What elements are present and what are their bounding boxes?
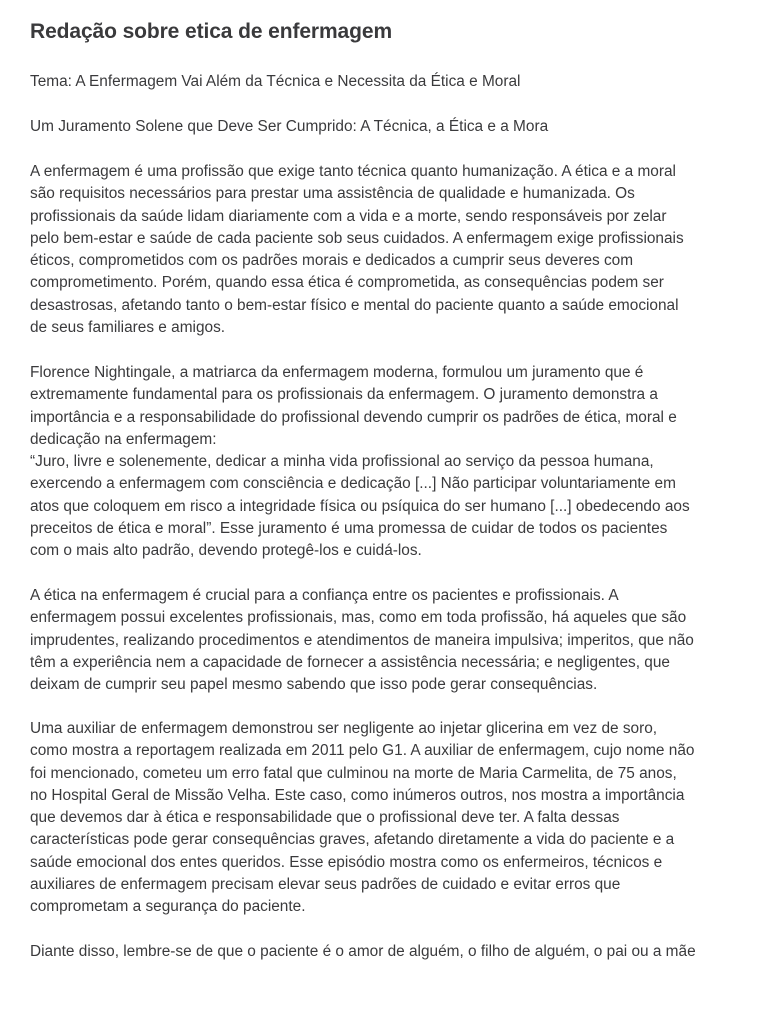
paragraph-line: imprudentes, realizando procedimentos e atendimentos de maneira impulsiva; imperitos, que não: [30, 631, 694, 649]
paragraph-line: A ética na enfermagem é crucial para a confiança entre os pacientes e profissionais. A: [30, 587, 619, 604]
paragraph-line: A enfermagem é uma profissão que exige tanto técnica quanto humanização. A ética e a moral: [30, 163, 676, 180]
paragraph-line: profissionais da saúde lidam diariamente com a vida e a morte, sendo responsáveis por zelar: [30, 207, 667, 225]
essay-theme: Tema: A Enfermagem Vai Além da Técnica e Necessita da Ética e Moral: [30, 73, 521, 90]
paragraph-line: com o mais alto padrão, devendo protegê-los e cuidá-los.: [30, 542, 422, 560]
paragraph-ethics: [30, 585, 746, 696]
quote-line: exercendo a enfermagem com consciência e dedicação [...] Não participar voluntariamente em: [30, 475, 676, 493]
quote-line: preceitos de ética e moral”. Esse juramento é uma promessa de cuidar de todos os pacientes: [30, 520, 668, 538]
paragraph-line: comprometimento. Porém, quando essa ética é comprometida, as consequências podem ser: [30, 274, 664, 292]
paragraph-line: Uma auxiliar de enfermagem demonstrou ser negligente ao injetar glicerina em vez de soro,: [30, 720, 658, 737]
page-title: Redação sobre etica de enfermagem: [30, 20, 393, 43]
paragraph-intro: [30, 161, 746, 339]
paragraph-case: [30, 718, 746, 919]
paragraph-line: Florence Nightingale, a matriarca da enfermagem moderna, formulou um juramento que é: [30, 364, 644, 381]
paragraph-line: extremamente fundamental para os profissionais da enfermagem. O juramento demonstra a: [30, 386, 658, 404]
paragraph-line: saúde emocional dos entes queridos. Esse episódio mostra como os enfermeiros, técnicos e: [30, 853, 663, 871]
paragraph-line: de seus familiares e amigos.: [30, 319, 226, 337]
paragraph-line: Diante disso, lembre-se de que o paciente é o amor de alguém, o filho de alguém, o pai ou a mãe: [30, 943, 696, 960]
paragraph-florence: [30, 362, 746, 563]
paragraph-line: têm a experiência nem a capacidade de fornecer a assistência necessária; e negligentes, que: [30, 653, 670, 671]
paragraph-line: comprometam a segurança do paciente.: [30, 898, 306, 916]
paragraph-line: que devemos dar à ética e responsabilidade que o profissional deve ter. A falta dessas: [30, 809, 620, 827]
paragraph-line: enfermagem possui excelentes profissionais, mas, como em toda profissão, há aqueles que são: [30, 609, 687, 627]
paragraph-line: deixam de cumprir seu papel mesmo sabendo que isso pode gerar consequências.: [30, 676, 598, 694]
paragraph-line: importância e a responsabilidade do profissional devendo cumprir os padrões de ética, moral e: [30, 408, 677, 426]
paragraph-line: éticos, comprometidos com os padrões morais e dedicados a cumprir seus deveres com: [30, 252, 634, 270]
paragraph-line: pelo bem-estar e saúde de cada paciente sob seus cuidados. A enfermagem exige profissionais: [30, 229, 684, 247]
paragraph-line: como mostra a reportagem realizada em 2011 pelo G1. A auxiliar de enfermagem, cujo nome não: [30, 742, 695, 760]
paragraph-line: são requisitos necessários para prestar uma assistência de qualidade e humanizada. Os: [30, 185, 635, 203]
paragraph-conclusion: [30, 941, 746, 963]
paragraph-line: dedicação na enfermagem:: [30, 430, 217, 448]
paragraph-line: características pode gerar consequências graves, afetando diretamente a vida do paciente e a: [30, 831, 675, 849]
paragraph-line: foi mencionado, cometeu um erro fatal que culminou na morte de Maria Carmelita, de 75 anos,: [30, 764, 677, 782]
quote-line: “Juro, livre e solenemente, dedicar a minha vida profissional ao serviço da pessoa humana,: [30, 453, 654, 471]
paragraph-line: desastrosas, afetando tanto o bem-estar físico e mental do paciente quanto a saúde emocional: [30, 296, 679, 314]
paragraph-line: no Hospital Geral de Missão Velha. Este caso, como inúmeros outros, nos mostra a importância: [30, 786, 685, 804]
paragraph-line: auxiliares de enfermagem precisam elevar seus padrões de cuidado e evitar erros que: [30, 876, 621, 894]
essay-subtitle: Um Juramento Solene que Deve Ser Cumprido: A Técnica, a Ética e a Mora: [30, 118, 549, 135]
quote-line: atos que coloquem em risco a integridade física ou psíquica do ser humano [...] obedecendo aos: [30, 497, 690, 515]
